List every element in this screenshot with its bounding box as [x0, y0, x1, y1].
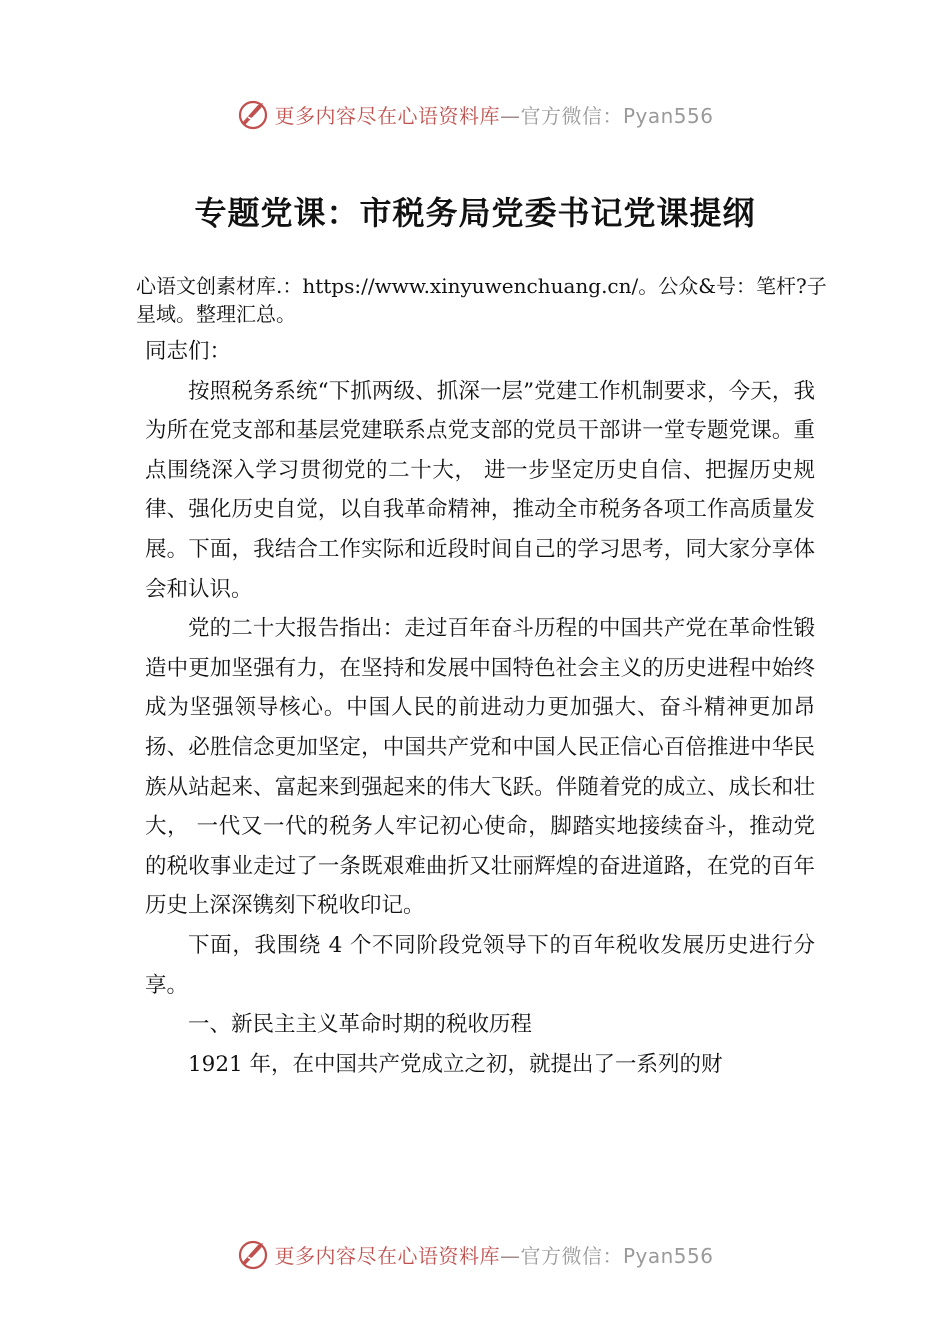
banner-wechat: 官方微信：Pyan556: [520, 1243, 714, 1268]
banner-brand: 更多内容尽在心语资料库: [274, 103, 500, 128]
source-line: 心语文创素材库.：https://www.xinyuwenchuang.cn/。公众&号：笔杆?子星域。整理汇总。: [136, 274, 827, 326]
greeting: 同志们：: [145, 339, 232, 364]
banner-wechat: 官方微信：Pyan556: [520, 103, 714, 128]
section-heading-1: 一、新民主主义革命时期的税收历程: [188, 1012, 533, 1038]
paragraph-3: 下面，我围绕 4 个不同阶段党领导下的百年税收发展历史进行分享。: [145, 932, 815, 998]
paragraph-2: 党的二十大报告指出：走过百年奋斗历程的中国共产党在革命性锻造中更加坚强有力，在坚持和发展中国特色社会主义的历史进程中始终成为坚强领导核心。中国人民的前进动力更加强大、奋斗精神更加昂扬、必胜信念更加坚定，中国共产党和中国人民正信心百倍推进中华民族从站起来、富起来到强起来的伟大飞跃。伴随着党的成立、成长和壮大， 一代又一代的税务人牢记初心使命，脚踏实地接续奋斗，推动党的税收事业走过了一条既艰难曲折又壮丽辉煌的奋进道路，在党的百年历史上深深镌刻下税收印记。: [145, 616, 815, 919]
document-title: 专题党课：市税务局党委书记党课提纲: [194, 194, 756, 232]
banner-text: [274, 1240, 713, 1269]
pen-circle-logo-icon: [236, 1237, 270, 1271]
paragraph-4: 1921 年，在中国共产党成立之初，就提出了一系列的财: [188, 1051, 723, 1077]
paragraph-1: 按照税务系统“下抓两级、抓深一层”党建工作机制要求，今天，我为所在党支部和基层党建联系点党支部的党员干部讲一堂专题党课。重点围绕深入学习贯彻党的二十大， 进一步坚定历史自信、把握历史规律、强化历史自觉，以自我革命精神，推动全市税务各项工作高质量发展。下面，我结合工作实际和近段时间自己的学习思考，同大家分享体会和认识。: [145, 378, 815, 602]
header-banner: [0, 94, 950, 134]
banner-dash: —: [499, 103, 521, 128]
banner-brand: 更多内容尽在心语资料库: [274, 1243, 500, 1268]
footer-banner: [0, 1234, 950, 1274]
banner-dash: —: [499, 1243, 521, 1268]
document-body: [145, 332, 815, 1084]
pen-circle-logo-icon: [236, 97, 270, 131]
banner-text: [274, 100, 713, 129]
